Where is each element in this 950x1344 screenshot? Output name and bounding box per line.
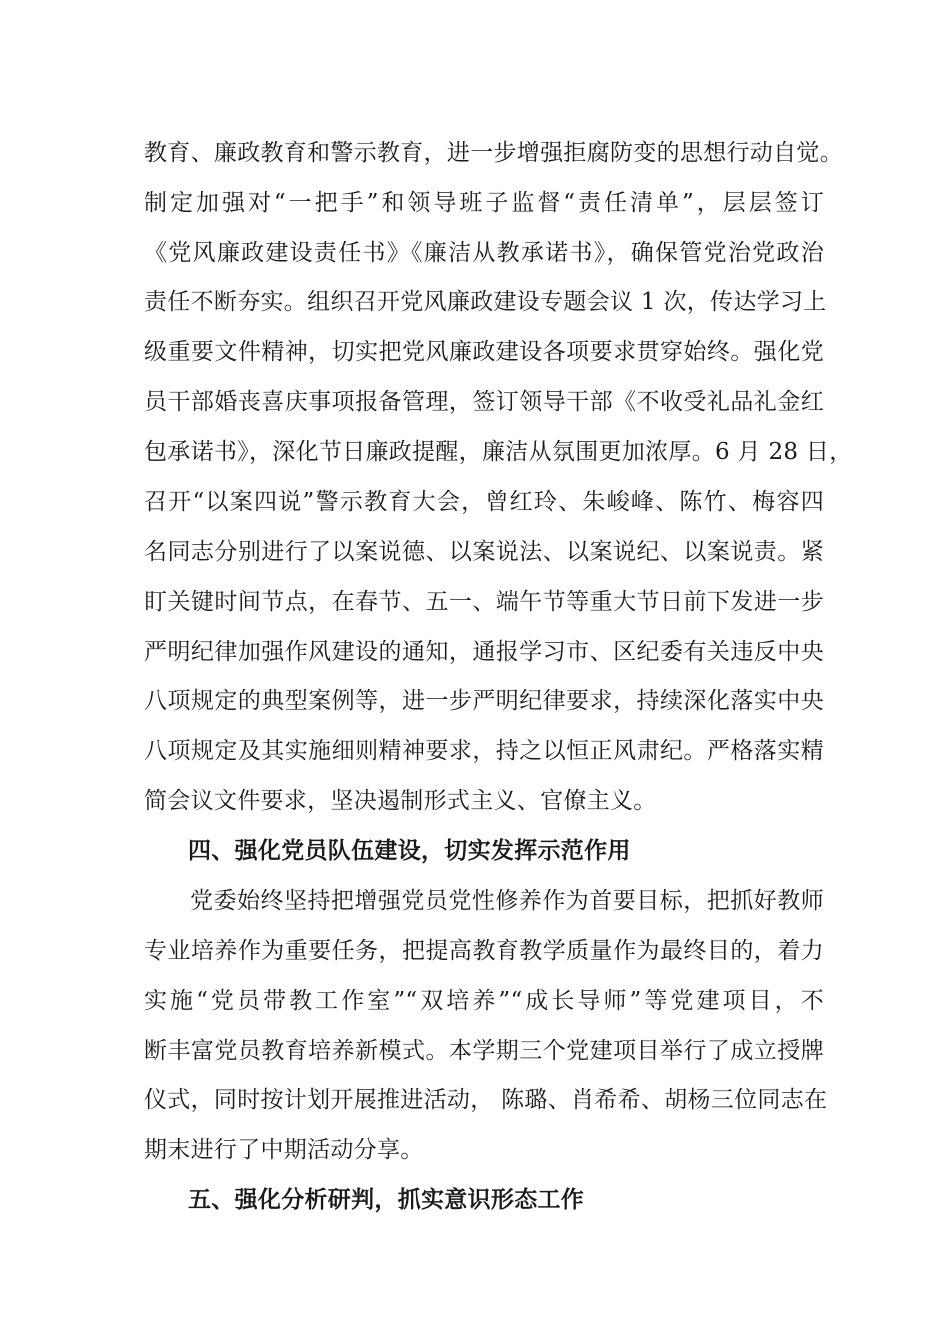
section-heading-5: 五、强化分析研判，抓实意识形态工作	[188, 1186, 585, 1213]
text-line: 召开“以案四说”警示教育大会，曾红玲、朱峻峰、陈竹、梅容四	[144, 489, 824, 515]
text-line: 名同志分别进行了以案说德、以案说法、以案说纪、以案说责。紧	[144, 539, 824, 565]
text-line: 盯关键时间节点，在春节、五一、端午节等重大节日前下发进一步	[144, 589, 824, 615]
text-line: 八项规定的典型案例等，进一步严明纪律要求，持续深化落实中央	[144, 688, 824, 714]
text-line: 级重要文件精神，切实把党风廉政建设各项要求贯穿始终。强化党	[144, 339, 824, 365]
text-line: 员干部婚丧喜庆事项报备管理，签订领导干部《不收受礼品礼金红	[144, 389, 824, 415]
text-line: 实施“党员带教工作室”“双培养”“成长导师”等党建项目，不	[144, 988, 824, 1014]
paragraph-first-line: 党委始终坚持把增强党员党性修养作为首要目标，把抓好教师	[190, 888, 824, 914]
text-line: 包承诺书》，深化节日廉政提醒，廉洁从氛围更加浓厚。6 月 28 日，	[144, 439, 853, 465]
text-line: 责任不断夯实。组织召开党风廉政建设专题会议 1 次，传达学习上	[144, 289, 827, 315]
text-line: 《党风廉政建设责任书》《廉洁从教承诺书》，确保管党治党政治	[144, 240, 824, 266]
text-line: 仪式，同时按计划开展推进活动， 陈璐、肖希希、胡杨三位同志在	[144, 1087, 828, 1113]
text-line-last: 简会议文件要求，坚决遏制形式主义、官僚主义。	[144, 788, 657, 814]
text-line: 八项规定及其实施细则精神要求，持之以恒正风肃纪。严格落实精	[144, 738, 824, 764]
text-line: 断丰富党员教育培养新模式。本学期三个党建项目举行了成立授牌	[144, 1038, 824, 1064]
section-heading-4: 四、强化党员队伍建设，切实发挥示范作用	[188, 837, 631, 864]
text-line-last: 期末进行了中期活动分享。	[144, 1137, 424, 1163]
text-line: 专业培养作为重要任务，把提高教育教学质量作为最终目的，着力	[144, 938, 824, 964]
text-line: 教育、廉政教育和警示教育，进一步增强拒腐防变的思想行动自觉。	[144, 140, 843, 166]
text-line: 严明纪律加强作风建设的通知，通报学习市、区纪委有关违反中央	[144, 639, 824, 665]
text-line: 制定加强对“一把手”和领导班子监督“责任清单”，层层签订	[144, 190, 824, 216]
